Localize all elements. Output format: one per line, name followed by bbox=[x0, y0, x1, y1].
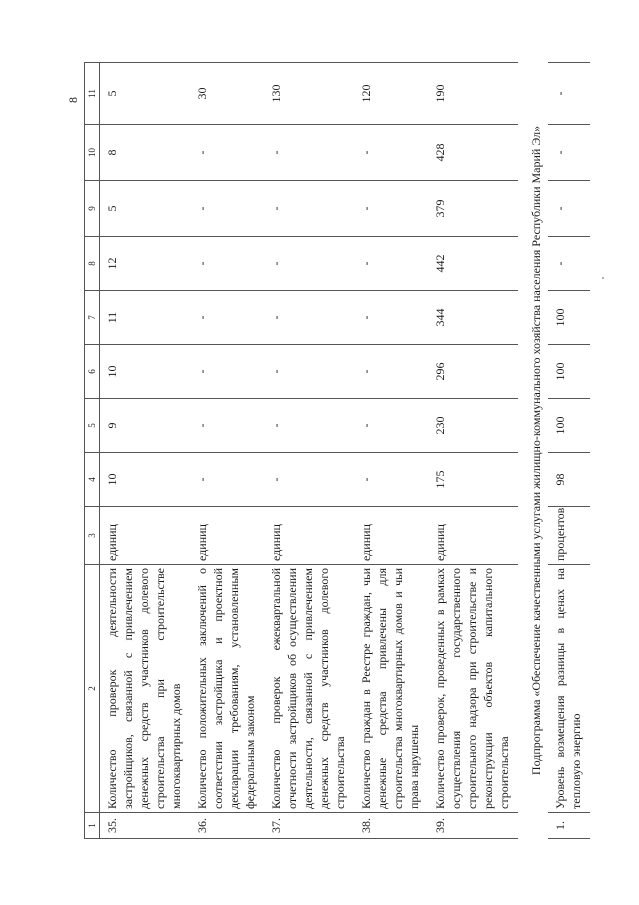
indicator-value: 5 bbox=[100, 181, 191, 237]
unit-of-measure: единиц bbox=[264, 507, 354, 565]
indicator-value: - bbox=[264, 125, 354, 181]
indicator-name: Количество положительных заключений о соответствии застройщика и проектной декларации требованиям, установленным федеральным законом bbox=[190, 565, 264, 813]
column-number: 7 bbox=[85, 291, 100, 345]
indicator-value: - bbox=[548, 237, 590, 291]
page-number: 8 bbox=[66, 97, 80, 103]
indicator-value: - bbox=[264, 453, 354, 507]
indicator-name: Количество граждан в Реестре граждан, чьи денежные средства привлечены для строительства многоквартирных домов и чьи права нарушены bbox=[354, 565, 428, 813]
indicator-value: 5 bbox=[100, 63, 191, 125]
indicator-value: - bbox=[190, 125, 264, 181]
column-number: 2 bbox=[85, 565, 100, 813]
indicator-value: 120 bbox=[354, 63, 428, 125]
indicator-value: 190 bbox=[428, 63, 518, 125]
indicator-value: 10 bbox=[100, 453, 191, 507]
column-number: 4 bbox=[85, 453, 100, 507]
indicator-value: - bbox=[548, 63, 590, 125]
unit-of-measure: процентов bbox=[548, 507, 590, 565]
indicator-name: Количество проверок деятельности застройщиков, связанной с привлечением денежных средств участников долевого строительства при строительстве многоквартирных домов bbox=[100, 565, 191, 813]
indicator-value: - bbox=[354, 345, 428, 399]
indicator-value: - bbox=[548, 181, 590, 237]
indicator-value: - bbox=[354, 453, 428, 507]
indicator-value: - bbox=[548, 125, 590, 181]
indicator-value: 11 bbox=[100, 291, 191, 345]
column-number: 8 bbox=[85, 237, 100, 291]
column-number: 1 bbox=[85, 813, 100, 839]
table-row bbox=[354, 63, 428, 839]
table-row bbox=[100, 63, 191, 839]
indicator-value: - bbox=[264, 291, 354, 345]
row-number: 39. bbox=[428, 813, 518, 839]
table-row bbox=[428, 63, 518, 839]
indicator-value: - bbox=[190, 291, 264, 345]
indicator-name: Количество проверок ежеквартальной отчетности застройщиков об осуществлении деятельности, связанной с привлечением денежных средств участников долевого строительства bbox=[264, 565, 354, 813]
indicator-value: 442 bbox=[428, 237, 518, 291]
row-number: 38. bbox=[354, 813, 428, 839]
indicator-value: - bbox=[190, 453, 264, 507]
unit-of-measure: единиц bbox=[428, 507, 518, 565]
row-number: 36. bbox=[190, 813, 264, 839]
indicator-value: - bbox=[264, 345, 354, 399]
indicator-value: - bbox=[354, 399, 428, 453]
indicator-value: 8 bbox=[100, 125, 191, 181]
table-row bbox=[264, 63, 354, 839]
column-number: 6 bbox=[85, 345, 100, 399]
unit-of-measure: единиц bbox=[190, 507, 264, 565]
indicator-value: - bbox=[354, 291, 428, 345]
indicator-value: - bbox=[190, 399, 264, 453]
indicator-value: 9 bbox=[100, 399, 191, 453]
indicator-value: 100 bbox=[548, 291, 590, 345]
subprogram-row bbox=[518, 63, 548, 839]
scan-speck bbox=[602, 277, 604, 279]
indicator-value: - bbox=[264, 399, 354, 453]
indicator-name: Уровень возмещения разницы в ценах на тепловую энергию bbox=[548, 565, 590, 813]
indicator-value: 230 bbox=[428, 399, 518, 453]
indicator-value: 10 bbox=[100, 345, 191, 399]
table-row bbox=[190, 63, 264, 839]
indicator-name: Количество проверок, проведенных в рамках осуществления государственного строительного надзора при строительстве и реконструкции объектов капитального строительства bbox=[428, 565, 518, 813]
column-numbers-row bbox=[85, 63, 100, 839]
indicator-value: - bbox=[354, 237, 428, 291]
row-number: 35. bbox=[100, 813, 191, 839]
indicator-value: 12 bbox=[100, 237, 191, 291]
column-number: 10 bbox=[85, 125, 100, 181]
indicator-value: 296 bbox=[428, 345, 518, 399]
column-number: 9 bbox=[85, 181, 100, 237]
indicator-value: 130 bbox=[264, 63, 354, 125]
column-number: 11 bbox=[85, 63, 100, 125]
unit-of-measure: единиц bbox=[100, 507, 191, 565]
indicator-value: 344 bbox=[428, 291, 518, 345]
unit-of-measure: единиц bbox=[354, 507, 428, 565]
indicator-value: - bbox=[190, 237, 264, 291]
indicator-value: - bbox=[264, 237, 354, 291]
indicator-value: 98 bbox=[548, 453, 590, 507]
indicator-value: 428 bbox=[428, 125, 518, 181]
indicator-value: 100 bbox=[548, 345, 590, 399]
indicators-table bbox=[84, 62, 590, 839]
indicator-value: - bbox=[264, 181, 354, 237]
indicator-value: 175 bbox=[428, 453, 518, 507]
indicator-value: - bbox=[190, 345, 264, 399]
subprogram-title: Подпрограмма «Обеспечение качественными услугами жилищно-коммунального хозяйства населения Республики Марий Эл» bbox=[529, 125, 543, 776]
indicator-value: 379 bbox=[428, 181, 518, 237]
indicator-value: - bbox=[354, 181, 428, 237]
row-number: 1. bbox=[548, 813, 590, 839]
indicator-value: - bbox=[354, 125, 428, 181]
column-number: 3 bbox=[85, 507, 100, 565]
indicator-value: 100 bbox=[548, 399, 590, 453]
table-row bbox=[548, 63, 590, 839]
indicator-value: 30 bbox=[190, 63, 264, 125]
column-number: 5 bbox=[85, 399, 100, 453]
indicator-value: - bbox=[190, 181, 264, 237]
row-number: 37. bbox=[264, 813, 354, 839]
